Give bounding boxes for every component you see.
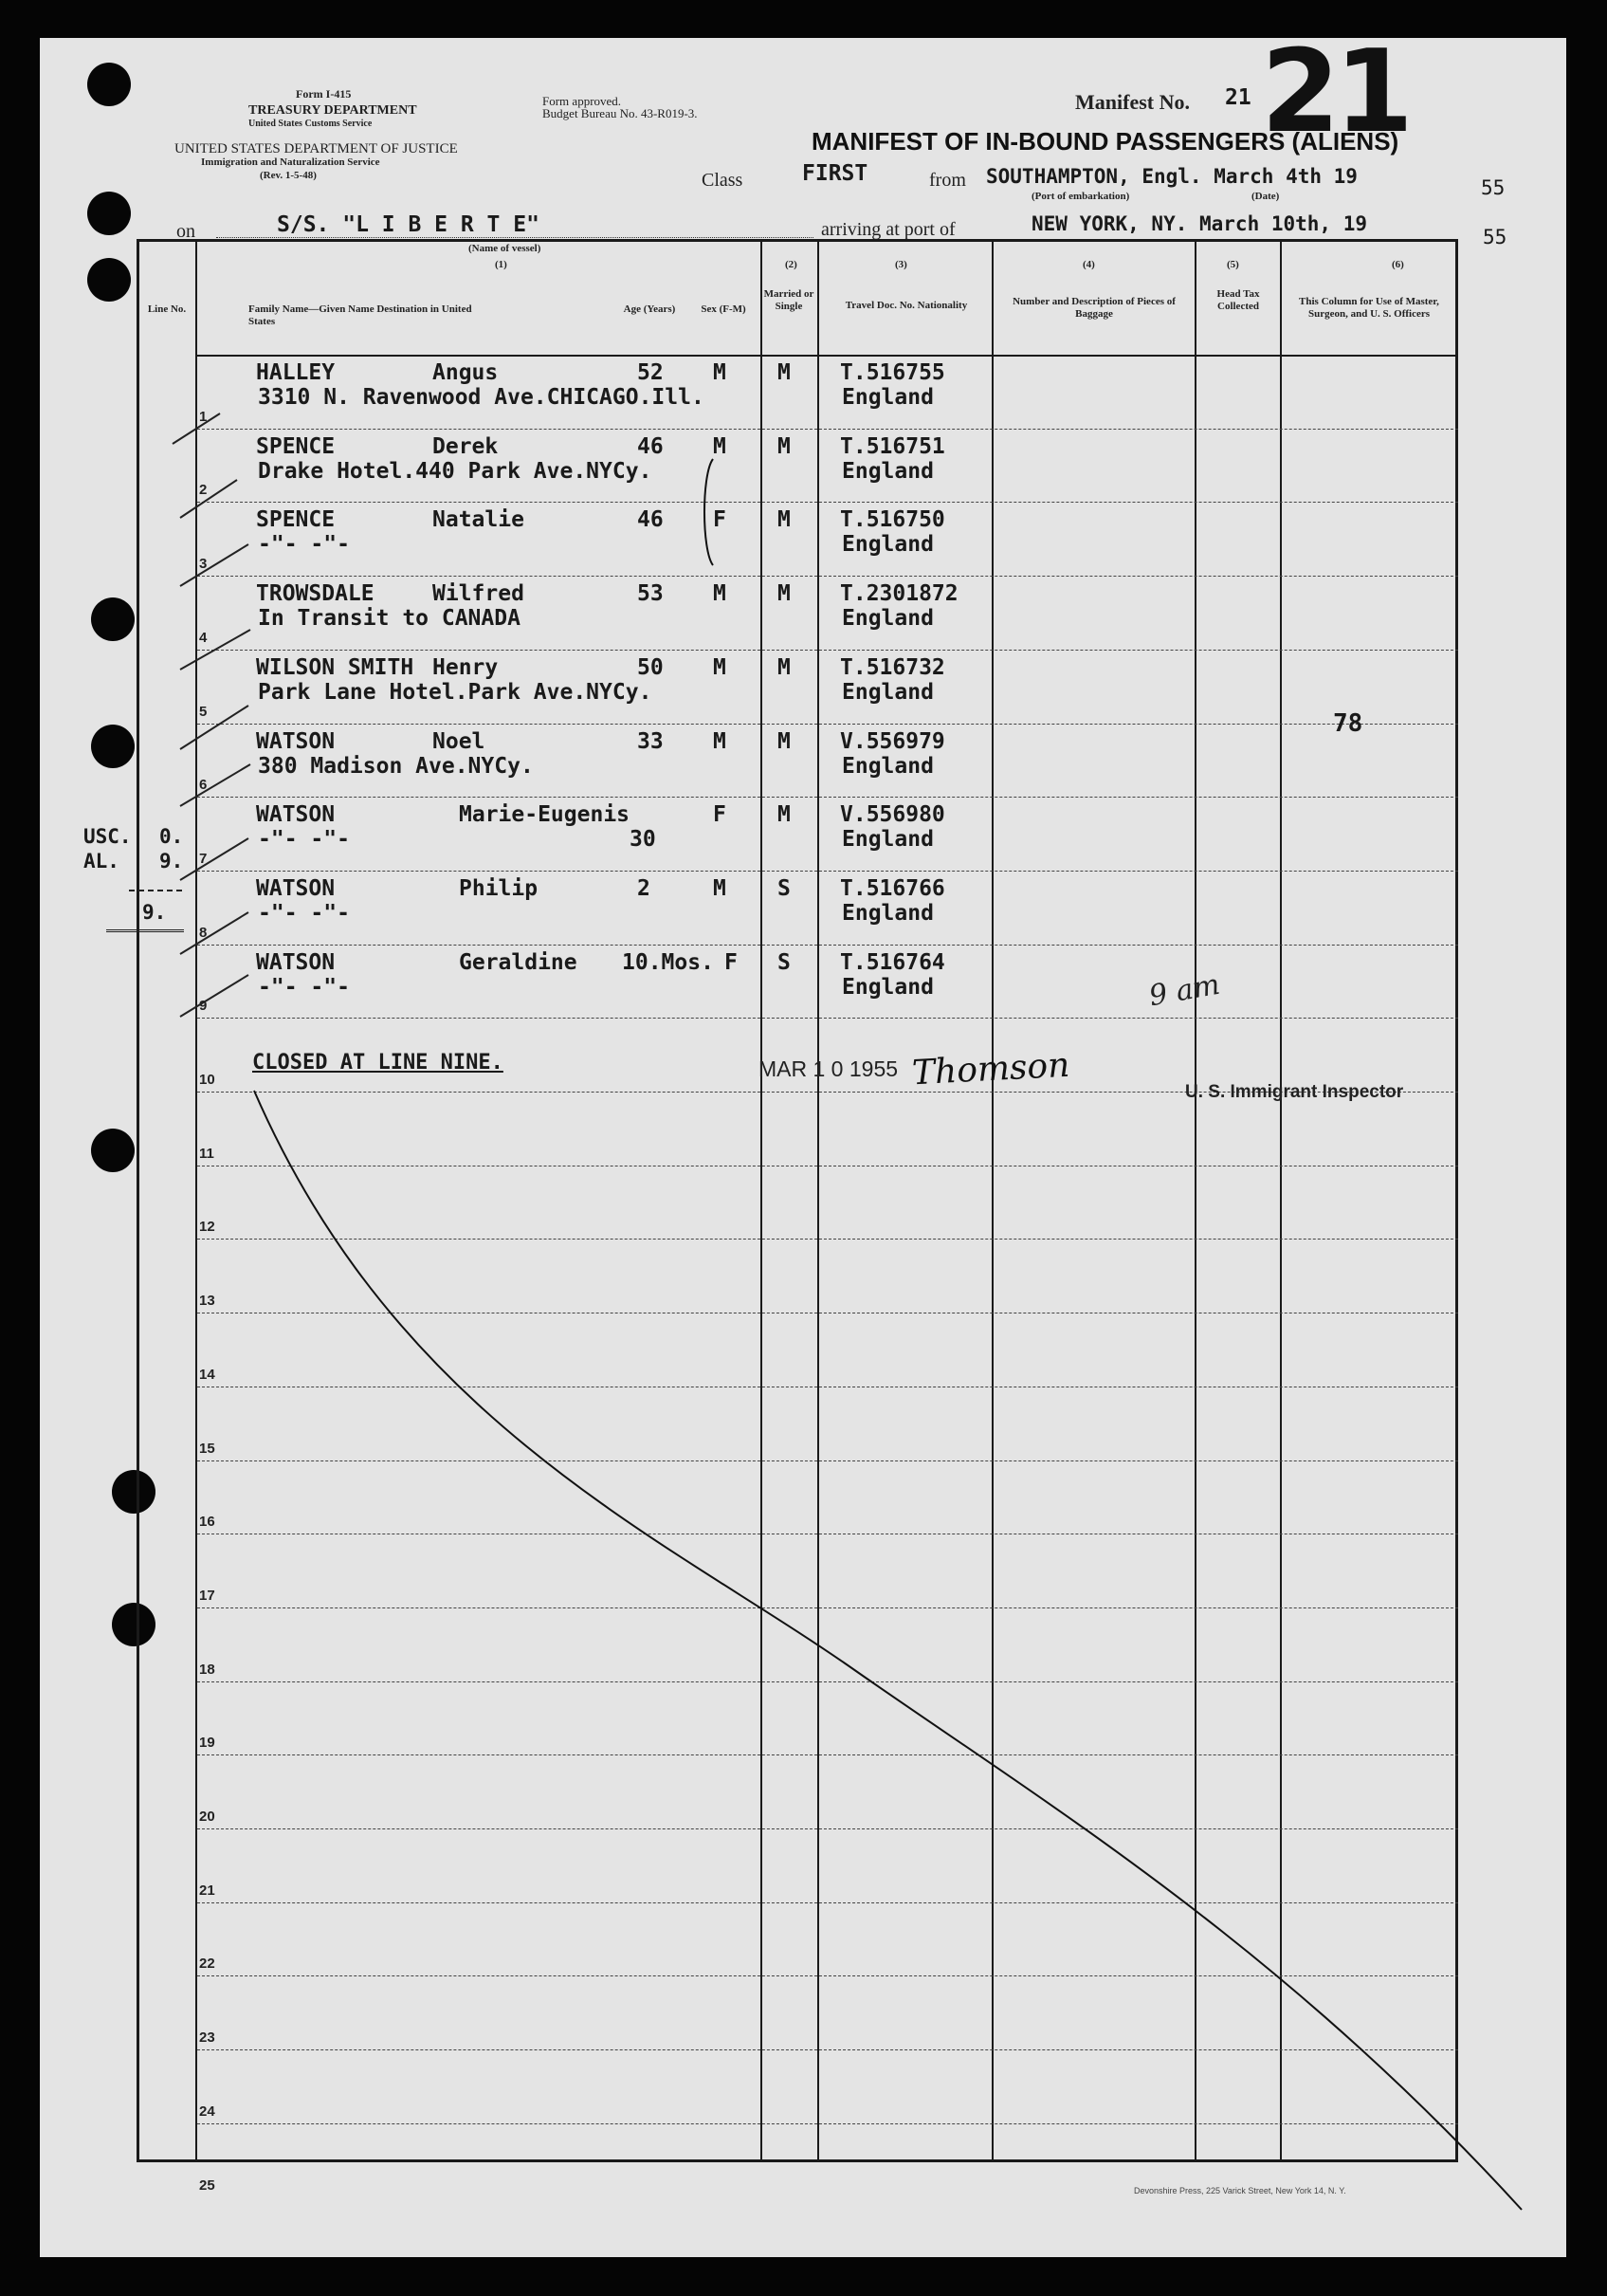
passenger-marital-status: S [777, 875, 791, 901]
line-number: 16 [199, 1514, 215, 1531]
row-tick [180, 912, 248, 954]
passenger-family-name: WATSON [256, 802, 336, 828]
line-number: 18 [199, 1661, 215, 1678]
line-number: 25 [199, 2177, 215, 2194]
passenger-sex: M [713, 728, 726, 754]
header-name: Family Name—Given Name Destination in United States [248, 303, 472, 327]
al-value: 9. [159, 850, 184, 872]
row-tick [180, 975, 248, 1017]
header-travel-doc: Travel Doc. No. Nationality [845, 300, 968, 311]
header-married: Married or Single [763, 288, 814, 312]
line-number: 23 [199, 2030, 215, 2047]
passenger-destination: -"- -"- [258, 974, 350, 1000]
line-number: 7 [199, 850, 208, 867]
row-tick [180, 480, 237, 518]
class-value: FIRST [802, 161, 868, 186]
passenger-age: 46 [637, 507, 664, 533]
passenger-travel-doc: T.2301872 [840, 581, 959, 607]
passenger-marital-status: M [777, 728, 791, 754]
passenger-given-name: Derek [432, 433, 499, 459]
line-number: 19 [199, 1735, 215, 1752]
port-embark-caption: (Port of embarkation) [1032, 191, 1130, 202]
header-line-no: Line No. [147, 303, 187, 315]
line-number: 2 [199, 482, 208, 499]
passenger-sex: F [724, 949, 738, 975]
treasury-heading: TREASURY DEPARTMENT [248, 103, 417, 118]
passenger-age: 50 [637, 654, 664, 680]
passenger-marital-status: M [777, 360, 791, 385]
arriving-label: arriving at port of [821, 219, 956, 240]
line-number: 17 [199, 1587, 215, 1604]
line-number: 11 [199, 1145, 214, 1162]
passenger-family-name: TROWSDALE [256, 581, 374, 607]
row-tick [180, 630, 250, 670]
header-officers: This Column for Use of Master, Surgeon, and U. S. Officers [1299, 296, 1439, 320]
date-caption: (Date) [1251, 191, 1280, 202]
arrival-value: NEW YORK, NY. March 10th, 19 [1032, 212, 1368, 235]
passenger-family-name: HALLEY [256, 360, 336, 385]
passenger-nationality: England [842, 679, 934, 705]
revision: (Rev. 1-5-48) [260, 170, 317, 181]
ins-heading: Immigration and Naturalization Service [201, 156, 380, 168]
line-number: 15 [199, 1440, 215, 1457]
col-num-1: (1) [495, 259, 507, 270]
passenger-travel-doc: T.516766 [840, 875, 945, 901]
passenger-nationality: England [842, 606, 934, 632]
passenger-travel-doc: T.516764 [840, 949, 945, 975]
passenger-travel-doc: T.516755 [840, 360, 945, 385]
line-number: 20 [199, 1809, 215, 1825]
passenger-sex: M [713, 654, 726, 680]
line-number: 3 [199, 556, 208, 573]
passenger-destination: 3310 N. Ravenwood Ave.CHICAGO.Ill. [258, 385, 704, 410]
header-age: Age (Years) [623, 303, 676, 315]
vessel-value: S/S. "L I B E R T E" [277, 212, 539, 237]
passenger-nationality: England [842, 532, 934, 558]
passenger-marital-status: M [777, 507, 791, 533]
passenger-given-name: Geraldine [459, 949, 577, 975]
row-tick [180, 764, 250, 806]
manifest-stamp-number: 21 [1261, 27, 1408, 158]
line-number: 1 [199, 408, 208, 425]
manifest-number: 21 [1225, 85, 1251, 110]
officer-note: 78 [1333, 709, 1363, 738]
al-label: AL. [83, 850, 119, 872]
budget-bureau: Budget Bureau No. 43-R019-3. [542, 106, 698, 120]
time-note: 9 am [1146, 967, 1223, 1014]
passenger-destination: In Transit to CANADA [258, 606, 520, 632]
passenger-travel-doc: T.516732 [840, 654, 945, 680]
header-baggage: Number and Description of Pieces of Baggage [1013, 296, 1176, 320]
cancellation-line [254, 1091, 1522, 2210]
header-sex: Sex (F-M) [701, 303, 746, 315]
passenger-sex: F [713, 802, 726, 828]
usc-label: USC. [83, 825, 132, 848]
from-label: from [929, 170, 966, 191]
line-number: 5 [199, 703, 208, 720]
passenger-marital-status: S [777, 949, 791, 975]
passenger-family-name: WATSON [256, 875, 336, 901]
arrival-year: 55 [1483, 226, 1507, 248]
passenger-given-name: Wilfred [432, 581, 524, 607]
passenger-given-name: Philip [459, 875, 539, 901]
col-num-5: (5) [1227, 259, 1239, 270]
manifest-label: Manifest No. [1075, 90, 1190, 114]
passenger-family-name: WATSON [256, 728, 336, 754]
passenger-destination: -"- -"- [258, 827, 350, 853]
line-number: 12 [199, 1219, 215, 1236]
passenger-sex: M [713, 360, 726, 385]
line-number: 8 [199, 924, 208, 941]
passenger-sex: M [713, 433, 726, 459]
line-number: 21 [199, 1882, 215, 1899]
family-bracket [704, 459, 713, 565]
closed-note: CLOSED AT LINE NINE. [252, 1051, 503, 1075]
passenger-age: 10.Mos. [622, 949, 714, 975]
passenger-nationality: England [842, 753, 934, 779]
row-tick [180, 544, 248, 586]
customs-heading: United States Customs Service [248, 119, 373, 129]
line-number: 4 [199, 629, 208, 646]
line-number: 9 [199, 998, 208, 1015]
passenger-marital-status: M [777, 581, 791, 607]
passenger-given-name: Marie-Eugenis [459, 802, 630, 828]
passenger-nationality: England [842, 974, 934, 1000]
passenger-destination: Park Lane Hotel.Park Ave.NYCy. [258, 679, 652, 705]
printer-credit: Devonshire Press, 225 Varick Street, New York 14, N. Y. [1134, 2186, 1346, 2195]
passenger-destination: -"- -"- [258, 532, 350, 558]
passenger-sex: F [713, 507, 726, 533]
passenger-age: 52 [637, 360, 664, 385]
passenger-given-name: Natalie [432, 507, 524, 533]
passenger-travel-doc: V.556979 [840, 728, 945, 754]
manifest-title: MANIFEST OF IN-BOUND PASSENGERS (ALIENS) [812, 127, 1399, 156]
col-num-6: (6) [1392, 259, 1404, 270]
passenger-marital-status: M [777, 802, 791, 828]
passenger-nationality: England [842, 827, 934, 853]
passenger-destination: -"- -"- [258, 900, 350, 926]
inspector-title: U. S. Immigrant Inspector [1185, 1082, 1404, 1102]
row-tick [180, 838, 248, 880]
col-num-4: (4) [1083, 259, 1095, 270]
passenger-age: 53 [637, 581, 664, 607]
justice-heading: UNITED STATES DEPARTMENT OF JUSTICE [174, 141, 458, 156]
passenger-family-name: SPENCE [256, 507, 336, 533]
passenger-travel-doc: T.516751 [840, 433, 945, 459]
line-number: 24 [199, 2103, 215, 2120]
passenger-marital-status: M [777, 654, 791, 680]
vessel-caption: (Name of vessel) [468, 243, 541, 254]
passenger-family-name: SPENCE [256, 433, 336, 459]
passenger-age: 30 [630, 827, 656, 853]
embarkation-value: SOUTHAMPTON, Engl. March 4th 19 [986, 165, 1358, 188]
passenger-given-name: Noel [432, 728, 485, 754]
form-approved: Form approved. [542, 94, 622, 108]
line-number: 22 [199, 1956, 215, 1973]
passenger-sex: M [713, 875, 726, 901]
usc-value: 0. [159, 825, 184, 848]
passenger-given-name: Angus [432, 360, 499, 385]
date-stamp: MAR 1 0 1955 [758, 1056, 899, 1081]
form-number: Form I-415 [296, 87, 352, 101]
row-tick [173, 413, 220, 444]
class-label: Class [702, 170, 743, 191]
row-tick [180, 703, 248, 749]
inspector-signature: Thomson [911, 1045, 1071, 1093]
passenger-nationality: England [842, 900, 934, 926]
passenger-nationality: England [842, 458, 934, 484]
tally-total: 9. [142, 901, 167, 924]
passenger-marital-status: M [777, 433, 791, 459]
passenger-age: 33 [637, 728, 664, 754]
col-num-2: (2) [785, 259, 797, 270]
passenger-age: 2 [637, 875, 650, 901]
passenger-family-name: WILSON SMITH [256, 654, 414, 680]
passenger-travel-doc: V.556980 [840, 802, 945, 828]
passenger-travel-doc: T.516750 [840, 507, 945, 533]
passenger-family-name: WATSON [256, 949, 336, 975]
line-number: 10 [199, 1072, 215, 1088]
on-label: on [176, 221, 195, 242]
passenger-destination: Drake Hotel.440 Park Ave.NYCy. [258, 458, 652, 484]
col-num-3: (3) [895, 259, 907, 270]
line-number: 14 [199, 1366, 215, 1383]
header-head-tax: Head Tax Collected [1216, 288, 1260, 312]
passenger-destination: 380 Madison Ave.NYCy. [258, 753, 534, 779]
passenger-nationality: England [842, 385, 934, 410]
passenger-given-name: Henry [432, 654, 499, 680]
passenger-age: 46 [637, 433, 664, 459]
embarkation-year: 55 [1481, 176, 1506, 199]
passenger-sex: M [713, 581, 726, 607]
line-number: 13 [199, 1293, 215, 1310]
line-number: 6 [199, 777, 208, 794]
